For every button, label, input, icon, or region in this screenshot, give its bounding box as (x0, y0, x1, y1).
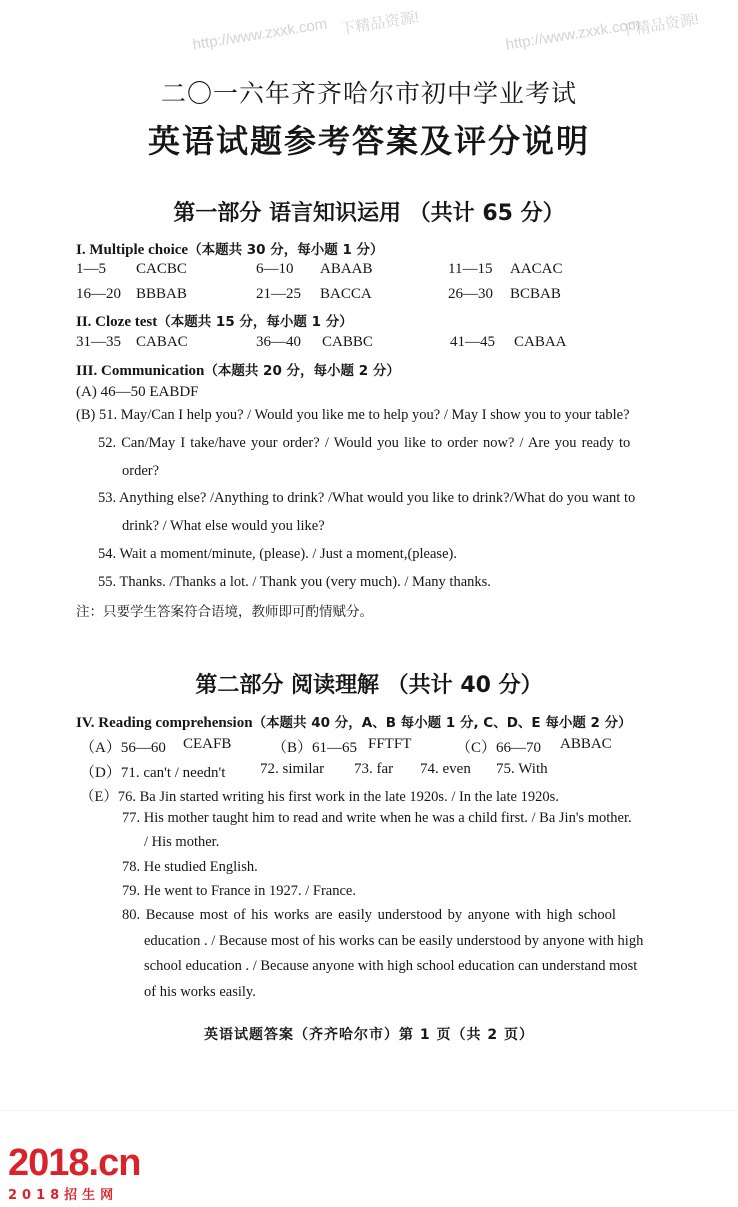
section-reading-comprehension (76, 711, 632, 732)
answer-value: CABBC (322, 334, 373, 350)
reading-e-line: of his works easily. (144, 984, 256, 1000)
reading-e-line: 78. He studied English. (122, 859, 258, 875)
answer-range: 21—25 (256, 286, 301, 302)
reading-e-line: （E）76. Ba Jin started writing his first work in the late 1920s. / In the late 1920s. (80, 789, 559, 805)
exam-title: 二〇一六年齐齐哈尔市初中学业考试 (160, 79, 577, 108)
comm-b-line: (B) 51. May/Can I help you? / Would you like me to help you? / May I show you to your table? (76, 407, 630, 423)
answer-range: 36—40 (256, 334, 301, 350)
reading-e-line: / His mother. (144, 834, 220, 850)
site-logo[interactable] (8, 1144, 140, 1203)
answer-value: BBBAB (136, 286, 187, 302)
watermark-slogan: 下精品资源! (339, 8, 421, 39)
answer-range: （A）56—60 (80, 740, 166, 756)
answer-value: CABAC (136, 334, 188, 350)
answer-range: 11—15 (448, 261, 493, 277)
reading-e-line: 80. Because most of his works are easily understood by anyone with high school (122, 907, 616, 923)
answer-item: 74. even (420, 761, 471, 777)
answer-range: 26—30 (448, 286, 493, 302)
watermark-url-2: http://www.zxxk.com (504, 15, 642, 54)
answer-range: 6—10 (256, 261, 294, 277)
reading-e-line: 79. He went to France in 1927. / France. (122, 883, 356, 899)
part2-heading: 第二部分 阅读理解 （共计 40 分） (195, 673, 543, 698)
comm-b-line: 52. Can/May I take/have your order? / Would you like to order now? / Are you ready to (98, 435, 631, 451)
answer-key-title: 英语试题参考答案及评分说明 (147, 122, 590, 160)
answer-value: AACAC (510, 261, 563, 277)
answer-range: 16—20 (76, 286, 121, 302)
answer-value: CABAA (514, 334, 567, 350)
answer-range: （C）66—70 (456, 740, 542, 756)
answer-item: 75. With (496, 761, 548, 777)
section-title: I. Multiple choice (76, 242, 189, 258)
answer-value: BCBAB (510, 286, 561, 302)
section-multiple-choice (76, 238, 384, 259)
answer-value: ABBAC (560, 736, 612, 752)
page-footer: 英语试题答案（齐齐哈尔市）第 1 页（共 2 页） (204, 1027, 534, 1043)
answer-value: CACBC (136, 261, 187, 277)
answer-range: （B）61—65 (272, 740, 358, 756)
answer-value: ABAAB (320, 261, 373, 277)
divider (0, 1110, 738, 1111)
section-cloze-test (76, 310, 353, 331)
answer-item: 73. far (354, 761, 394, 777)
comm-b-line: 53. Anything else? /Anything to drink? /What would you like to drink?/What do you want to (98, 490, 636, 506)
section-score-note: （本题共 15 分，每小题 1 分） (157, 314, 353, 330)
answer-range: 41—45 (450, 334, 495, 350)
section-title: IV. Reading comprehension (76, 715, 253, 731)
logo-subtitle: 2018招生网 (8, 1188, 119, 1203)
comm-b-line: drink? / What else would you like? (122, 518, 325, 534)
section-score-note: （本题共 40 分，A、B 每小题 1 分, C、D、E 每小题 2 分） (252, 715, 632, 731)
grading-note: 注：只要学生答案符合语境，教师即可酌情赋分。 (76, 604, 373, 620)
section-title: II. Cloze test (76, 314, 158, 330)
logo-text: 2018.cn (8, 1142, 141, 1184)
reading-e-line: 77. His mother taught him to read and write when he was a child first. / Ba Jin's mother. (122, 810, 632, 826)
reading-e-line: education . / Because most of his works can be easily understood by anyone with high (144, 933, 644, 949)
comm-b-line: 54. Wait a moment/minute, (please). / Just a moment,(please). (98, 546, 457, 562)
answer-range: 1—5 (76, 261, 106, 277)
answer-value: FFTFT (368, 736, 412, 752)
watermark-slogan-2: 下精品资源! (619, 10, 701, 41)
answer-item: 72. similar (260, 761, 325, 777)
reading-e-line: school education . / Because anyone with high school education can understand most (144, 958, 638, 974)
section-score-note: （本题共 20 分，每小题 2 分） (204, 363, 400, 379)
answer-item: （D）71. can't / needn't (80, 765, 226, 781)
comm-a-answers: (A) 46—50 EABDF (76, 384, 199, 400)
section-title: III. Communication (76, 363, 205, 379)
section-score-note: （本题共 30 分，每小题 1 分） (188, 242, 384, 258)
answer-value: CEAFB (183, 736, 232, 752)
answer-value: BACCA (320, 286, 372, 302)
part1-heading: 第一部分 语言知识运用 （共计 65 分） (173, 201, 565, 226)
comm-b-line: order? (122, 463, 160, 479)
section-communication (76, 359, 400, 380)
comm-b-line: 55. Thanks. /Thanks a lot. / Thank you (very much). / Many thanks. (98, 574, 491, 590)
watermark-url: http://www.zxxk.com (191, 15, 329, 54)
answer-range: 31—35 (76, 334, 121, 350)
